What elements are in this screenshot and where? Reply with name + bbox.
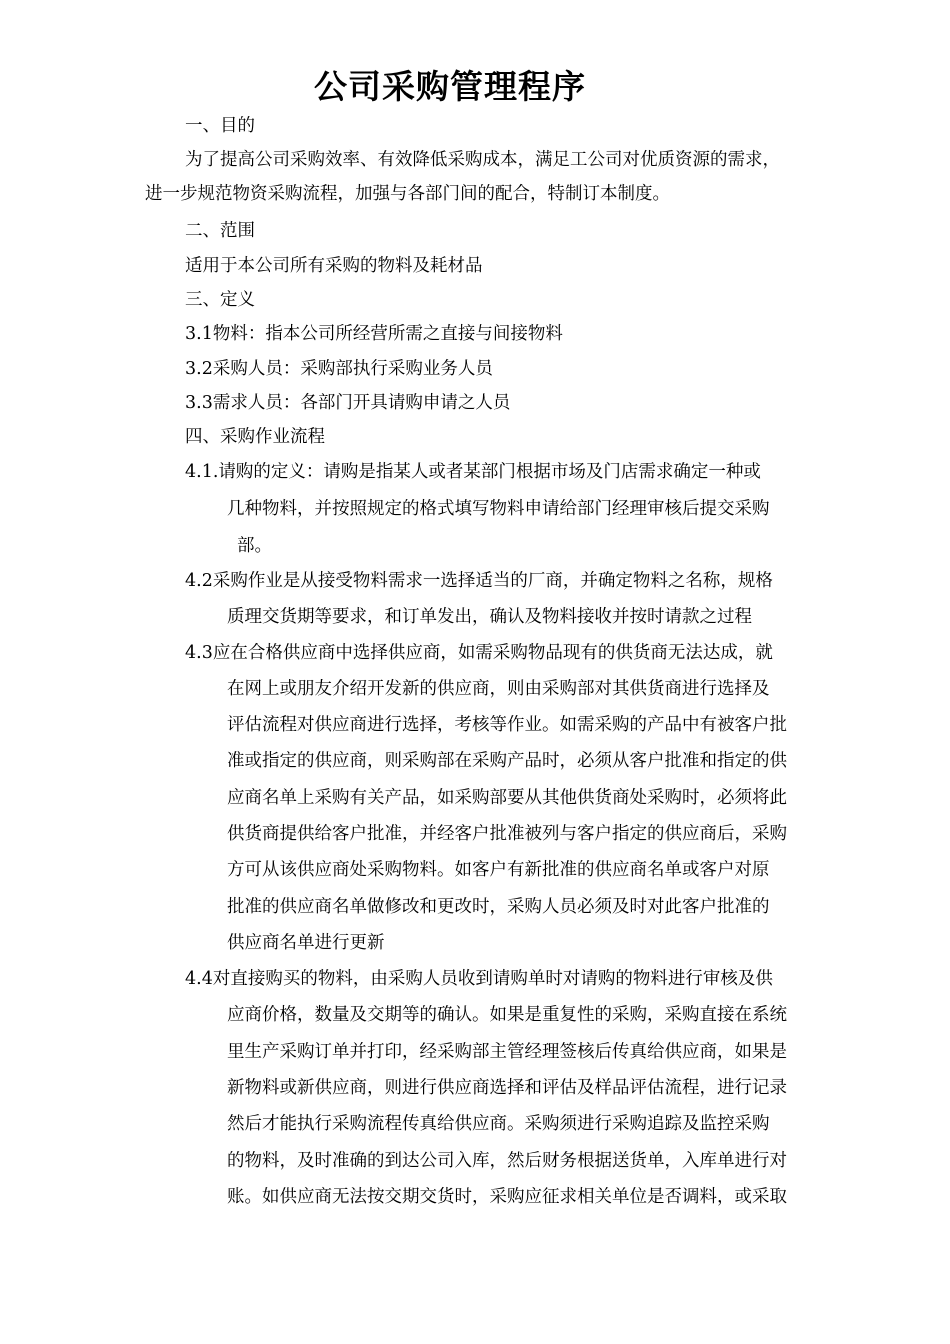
section-heading-scope: 二、范围 <box>185 221 255 241</box>
section-heading-procedure: 四、采购作业流程 <box>185 427 325 447</box>
procedure-item-continued: 新物料或新供应商，则进行供应商选择和评估及样品评估流程，进行记录 <box>227 1078 787 1098</box>
paragraph-line: 适用于本公司所有采购的物料及耗材品 <box>185 256 483 276</box>
procedure-item-continued: 应商名单上采购有关产品，如采购部要从其他供货商处采购时，必须将此 <box>227 788 787 808</box>
procedure-item-continued: 在网上或朋友介绍开发新的供应商，则由采购部对其供货商进行选择及 <box>227 679 770 699</box>
procedure-item-continued: 里生产采购订单并打印，经采购部主管经理签核后传真给供应商，如果是 <box>227 1042 787 1062</box>
procedure-item-continued: 然后才能执行采购流程传真给供应商。采购须进行采购追踪及监控采购 <box>227 1114 770 1134</box>
procedure-item-continued: 账。如供应商无法按交期交货时，采购应征求相关单位是否调料，或采取 <box>227 1187 787 1207</box>
procedure-item: 4.3应在合格供应商中选择供应商，如需采购物品现有的供货商无法达成，就 <box>185 643 773 663</box>
procedure-item-continued: 质理交货期等要求，和订单发出，确认及物料接收并按时请款之过程 <box>227 607 752 627</box>
definition-item: 3.2采购人员：采购部执行采购业务人员 <box>185 359 493 379</box>
definition-item: 3.3需求人员：各部门开具请购申请之人员 <box>185 393 511 413</box>
procedure-item: 4.4对直接购买的物料，由采购人员收到请购单时对请购的物料进行审核及供 <box>185 969 773 989</box>
section-heading-purpose: 一、目的 <box>185 116 255 136</box>
procedure-item-continued: 几种物料，并按照规定的格式填写物料申请给部门经理审核后提交采购 <box>227 499 770 519</box>
paragraph-line: 进一步规范物资采购流程，加强与各部门间的配合，特制订本制度。 <box>145 184 670 204</box>
procedure-item-continued: 供应商名单进行更新 <box>227 933 385 953</box>
definition-item: 3.1物料：指本公司所经营所需之直接与间接物料 <box>185 324 563 344</box>
procedure-item: 4.2采购作业是从接受物料需求一选择适当的厂商，并确定物料之名称，规格 <box>185 571 773 591</box>
procedure-item-continued: 准或指定的供应商，则采购部在采购产品时，必须从客户批准和指定的供 <box>227 751 787 771</box>
procedure-item-continued: 的物料，及时准确的到达公司入库，然后财务根据送货单，入库单进行对 <box>227 1151 787 1171</box>
procedure-item-continued: 批准的供应商名单做修改和更改时，采购人员必须及时对此客户批准的 <box>227 897 770 917</box>
procedure-item: 4.1.请购的定义：请购是指某人或者某部门根据市场及门店需求确定一种或 <box>185 462 761 482</box>
procedure-item-continued: 方可从该供应商处采购物料。如客户有新批准的供应商名单或客户对原 <box>227 860 770 880</box>
paragraph-line: 为了提高公司采购效率、有效降低采购成本，满足工公司对优质资源的需求， <box>185 150 780 170</box>
procedure-item-continued: 评估流程对供应商进行选择，考核等作业。如需采购的产品中有被客户批 <box>227 715 787 735</box>
document-title: 公司采购管理程序 <box>314 67 586 106</box>
procedure-item-continued: 供货商提供给客户批准，并经客户批准被列与客户指定的供应商后，采购 <box>227 824 787 844</box>
procedure-item-continued: 应商价格，数量及交期等的确认。如果是重复性的采购，采购直接在系统 <box>227 1005 787 1025</box>
section-heading-definitions: 三、定义 <box>185 290 255 310</box>
procedure-item-continued: 部。 <box>237 536 272 556</box>
